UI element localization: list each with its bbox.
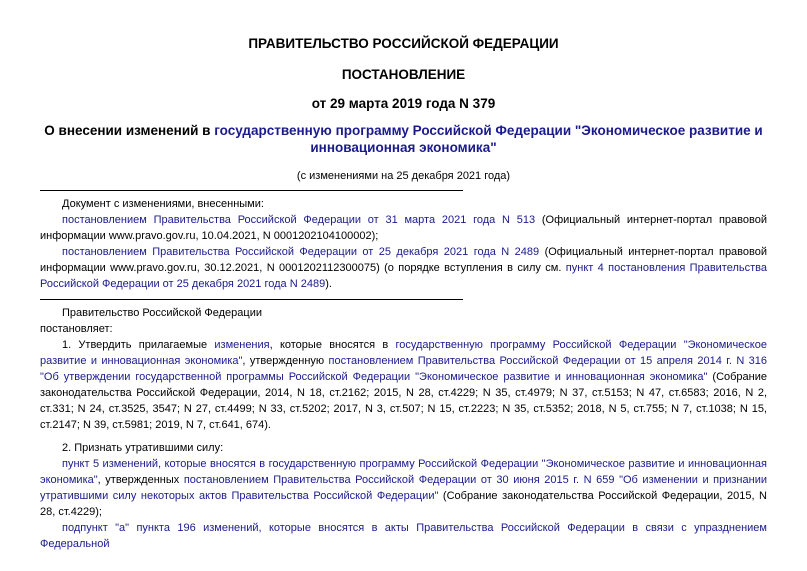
change-item-1-text: (Официальный интернет-портал правовой информации www.pravo.gov.ru, 10.04.2021, N 0001202104100002); xyxy=(40,214,767,242)
changes-block xyxy=(40,196,767,292)
body-paragraph-1 xyxy=(40,337,767,433)
title-plain: О внесении изменений в xyxy=(44,123,215,138)
change-link-point-4[interactable]: пункт 4 постановления Правительства Российской Федерации от 25 декабря 2021 года N 2489 xyxy=(40,262,767,290)
p1-text-d: (Собрание законодательства Российской Федерации, 2014, N 18, ст.2162; 2015, N 28, ст.4229; N 35, ст.4979; N 37, ст.5153; N 47, ст.6583; 2016, N 2, ст.331; N 24, ст.3525, 3547; N 27, ст.4499; N 33, ст.5202; 2017, N 3, ст.507; N 15, ст.2223; N 35, ст.5352; 2018, N 5, ст.755; N 7, ст.1038; N 15, ст.2147; N 39, ст.5981; 2019, N 7, ст.641, 674). xyxy=(40,371,768,431)
change-link-513[interactable]: постановлением Правительства Российской Федерации от 31 марта 2021 года N 513 xyxy=(62,214,536,226)
title-program-link[interactable]: государственную программу Российской Федерации "Экономическое развитие и инновационная экономика" xyxy=(214,123,763,155)
p3-text-a: , утвержденных xyxy=(97,474,184,486)
body-gov: Правительство Российской Федерации xyxy=(62,307,262,319)
change-item-2-text: (Официальный интернет-портал правовой информации www.pravo.gov.ru, 30.12.2021, N 0001202112300075) (о порядке вступления в силу см. xyxy=(40,246,767,274)
body-block-2 xyxy=(40,440,767,552)
p3-link-point-5[interactable]: пункт 5 изменений, которые вносятся в государственную программу Российской Федерации "Экономическое развитие и инновационная экономика" xyxy=(40,458,767,486)
p3-link-659[interactable]: постановлением Правительства Российской Федерации от 30 июня 2015 г. N 659 "Об изменении и признании утратившими силу некоторых актов Правительства Российской Федерации" xyxy=(40,474,767,502)
p1-link-program[interactable]: государственную программу Российской Федерации "Экономическое развитие и инновационная экономика" xyxy=(40,339,767,367)
p3-text-b: (Собрание законодательства Российской Федерации, 2015, N 28, ст.4229); xyxy=(40,490,767,518)
p1-link-changes[interactable]: изменения xyxy=(214,339,270,351)
changes-intro: Документ с изменениями, внесенными: xyxy=(62,198,264,210)
government-heading: ПРАВИТЕЛЬСТВО РОССИЙСКОЙ ФЕДЕРАЦИИ xyxy=(248,36,559,51)
p1-text-c: , утвержденную xyxy=(242,355,329,367)
body-resolves: постановляет: xyxy=(40,323,113,335)
divider-bottom xyxy=(40,299,463,300)
body-paragraph-4 xyxy=(40,520,767,552)
change-item-2-end: ). xyxy=(325,278,332,290)
body-paragraph-3 xyxy=(40,456,767,520)
divider-top xyxy=(40,190,463,191)
doc-type-heading: ПОСТАНОВЛЕНИЕ xyxy=(341,67,466,82)
document-title xyxy=(0,122,807,156)
p4-link-subpoint-a[interactable]: подпункт "а" пункта 196 изменений, которые вносятся в акты Правительства Российской Федерации в связи с упразднением Федеральной xyxy=(40,522,767,550)
p1-text-a: 1. Утвердить прилагаемые xyxy=(62,339,215,351)
p1-link-316[interactable]: постановлением Правительства Российской Федерации от 15 апреля 2014 г. N 316 "Об утверждении государственной программы Российской Федерации "Экономическое развитие и инновационная экономика" xyxy=(40,355,768,383)
change-link-2489[interactable]: постановлением Правительства Российской Федерации от 25 декабря 2021 года N 2489 xyxy=(62,246,540,258)
change-item-2 xyxy=(40,244,767,292)
p1-text-b: , которые вносятся в xyxy=(269,339,396,351)
change-item-1 xyxy=(40,212,767,244)
date-number-heading: от 29 марта 2019 года N 379 xyxy=(311,96,496,111)
body-paragraph-2: 2. Признать утратившими силу: xyxy=(62,442,224,454)
amended-note: (с изменениями на 25 декабря 2021 года) xyxy=(296,170,511,182)
body-block xyxy=(40,305,767,433)
